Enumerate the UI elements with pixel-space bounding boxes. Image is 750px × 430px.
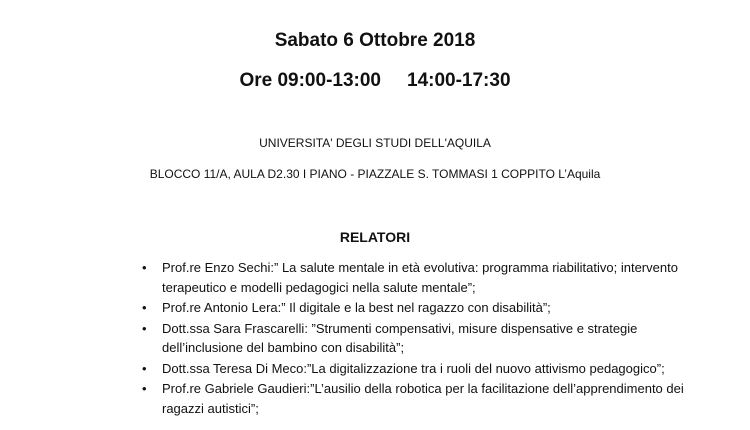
- list-item: [138, 298, 698, 318]
- afternoon-hours: 14:00-17:30: [407, 70, 511, 91]
- list-item: [138, 359, 698, 379]
- bullet-icon: •: [142, 300, 147, 315]
- venue-address: BLOCCO 11/A, AULA D2.30 I PIANO - PIAZZALE S. TOMMASI 1 COPPITO L’Aquila: [149, 167, 601, 181]
- speaker-text: Prof.re Gabriele Gaudieri:”L’ausilio della robotica per la facilitazione dell’apprendimento dei ragazzi autistici”;: [162, 381, 684, 416]
- bullet-icon: •: [142, 260, 147, 275]
- list-item: [138, 258, 698, 297]
- bullet-icon: •: [142, 360, 147, 376]
- speaker-text: Dott.ssa Teresa Di Meco:”La digitalizzazione tra i ruoli del nuovo attivismo pedagogico”;: [162, 360, 665, 376]
- event-hours: [0, 68, 750, 94]
- speaker-text: Prof.re Antonio Lera:” Il digitale e la best nel ragazzo con disabilità”;: [162, 300, 551, 315]
- university-name: UNIVERSITA' DEGLI STUDI DELL'AQUILA: [259, 136, 491, 150]
- list-item: [138, 379, 698, 418]
- speakers-heading: RELATORI: [339, 229, 411, 245]
- morning-hours: Ore 09:00-13:00: [239, 70, 381, 91]
- bullet-icon: •: [142, 320, 147, 336]
- list-item: [138, 319, 698, 358]
- speaker-text: Prof.re Enzo Sechi:” La salute mentale in età evolutiva: programma riabilitativo; intervento terapeutico e modelli pedagogici nella salute mentale”;: [162, 260, 678, 295]
- event-date: Sabato 6 Ottobre 2018: [274, 30, 476, 51]
- speakers-list: [138, 258, 698, 419]
- speaker-text: Dott.ssa Sara Frascarelli: ”Strumenti compensativi, misure dispensative e strategie dell’inclusione del bambino con disabilità”;: [162, 320, 638, 355]
- bullet-icon: •: [142, 381, 147, 396]
